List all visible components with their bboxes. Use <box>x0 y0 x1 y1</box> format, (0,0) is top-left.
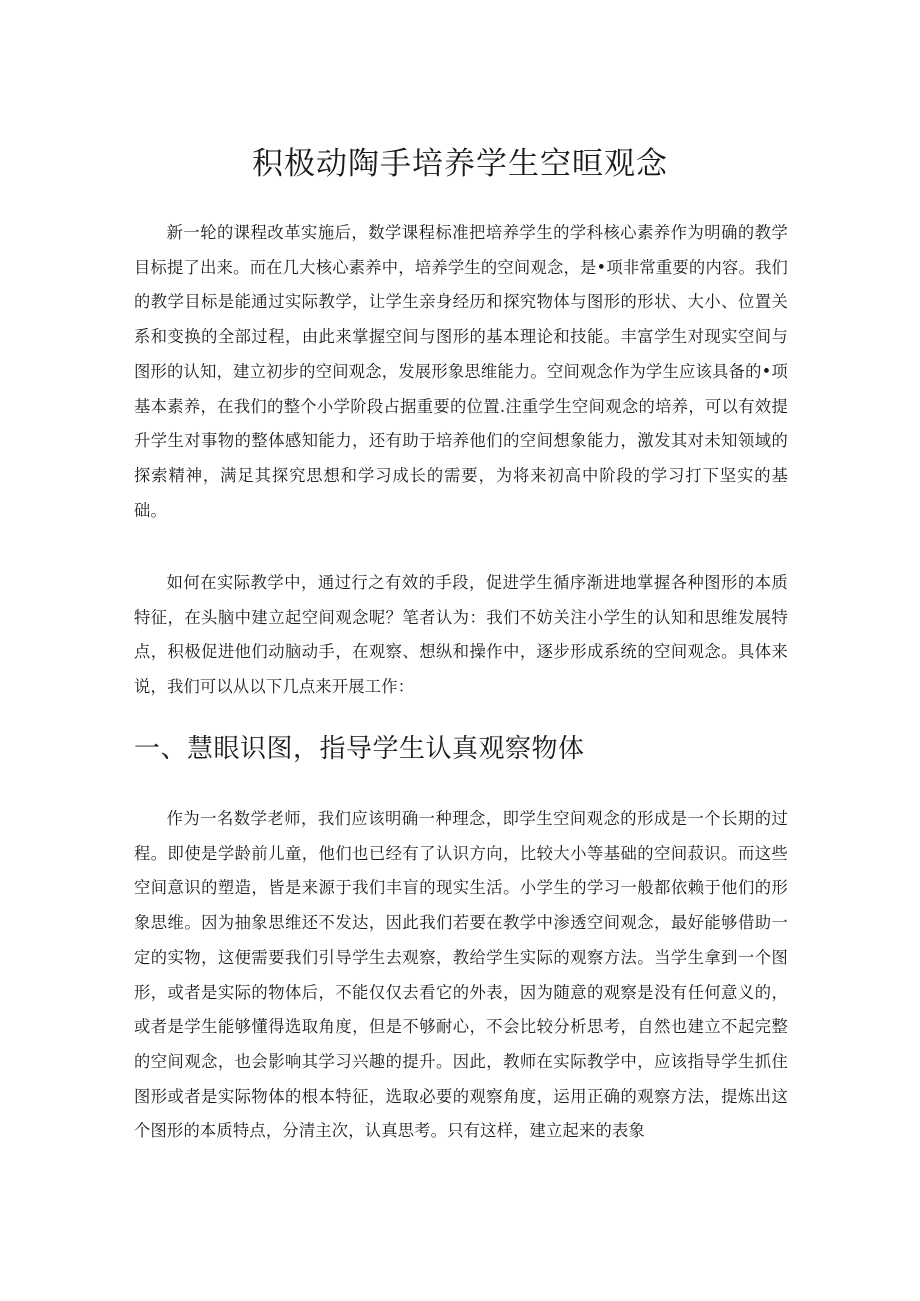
paragraph-section-one: 作为一名数学老师，我们应该明确一种理念，即学生空间观念的形成是一个长期的过程。即使是学龄前儿童，他们也已经有了认识方向，比较大小等基础的空间菽识。而这些空间意识的塑造，皆是来源于我们丰盲的现实生活。小学生的学习一般都依赖于他们的形象思维。因为抽象思维还不发达，因此我们若要在教学中渗透空间观念，最好能够借助一定的实物，这便需要我们引导学生去观察，教给学生实际的观察方法。当学生拿到一个图形，或者是实际的物体后，不能仅仅去看它的外表，因为随意的观察是没有任何意义的，或者是学生能够懂得选取角度，但是不够耐心，不会比较分析思考，自然也建立不起完整的空间观念，也会影响其学习兴趣的提升。因此，教师在实际教学中，应该指导学生抓住图形或者是实际物体的根本特征，选取必要的观察角度，运用正确的观察方法，提炼出这个图形的本质特点，分清主次，认真思考。只有这样，建立起来的表象 <box>134 809 788 1141</box>
paragraph-question: 如何在实际教学中，通过行之有效的手段，促进学生循序渐进地掌握各种图形的本质特征，在头脑中建立起空间观念呢？笔者认为：我们不妨关注小学生的认知和思维发展特点，积极促进他们动脑动手，在观察、想纵和操作中，逐步形成系统的空间观念。具体来说，我们可以从以下几点来开展工作： <box>134 573 788 697</box>
paragraph-intro: 新一轮的课程改革实施后，数学课程标准把培养学生的学科核心素养作为明确的教学目标提了出来。而在几大核心素养中，培养学生的空间观念，是•项非常重要的内容。我们的教学目标是能通过实际教学，让学生亲身经历和探究物体与图形的形状、大小、位置关系和变换的全部过程，由此来掌握空间与图形的基本理论和技能。丰富学生对现实空间与图形的认知，建立初步的空间观念，发展形象思维能力。空间观念作为学生应该具备的•项基本素养，在我们的整个小学阶段占据重要的位置.注重学生空间观念的培养，可以有效提升学生对事物的整体感知能力，还有助于培养他们的空间想象能力，激发其对未知领域的探索精神，满足其探究思想和学习成长的需要，为将来初高中阶段的学习打下坚实的基础。 <box>134 223 788 520</box>
section-heading: 一、慧眼识图，指导学生认真观察物体 <box>134 734 585 764</box>
document-title: 积极动陶手培养学生空晅观念 <box>252 146 668 182</box>
